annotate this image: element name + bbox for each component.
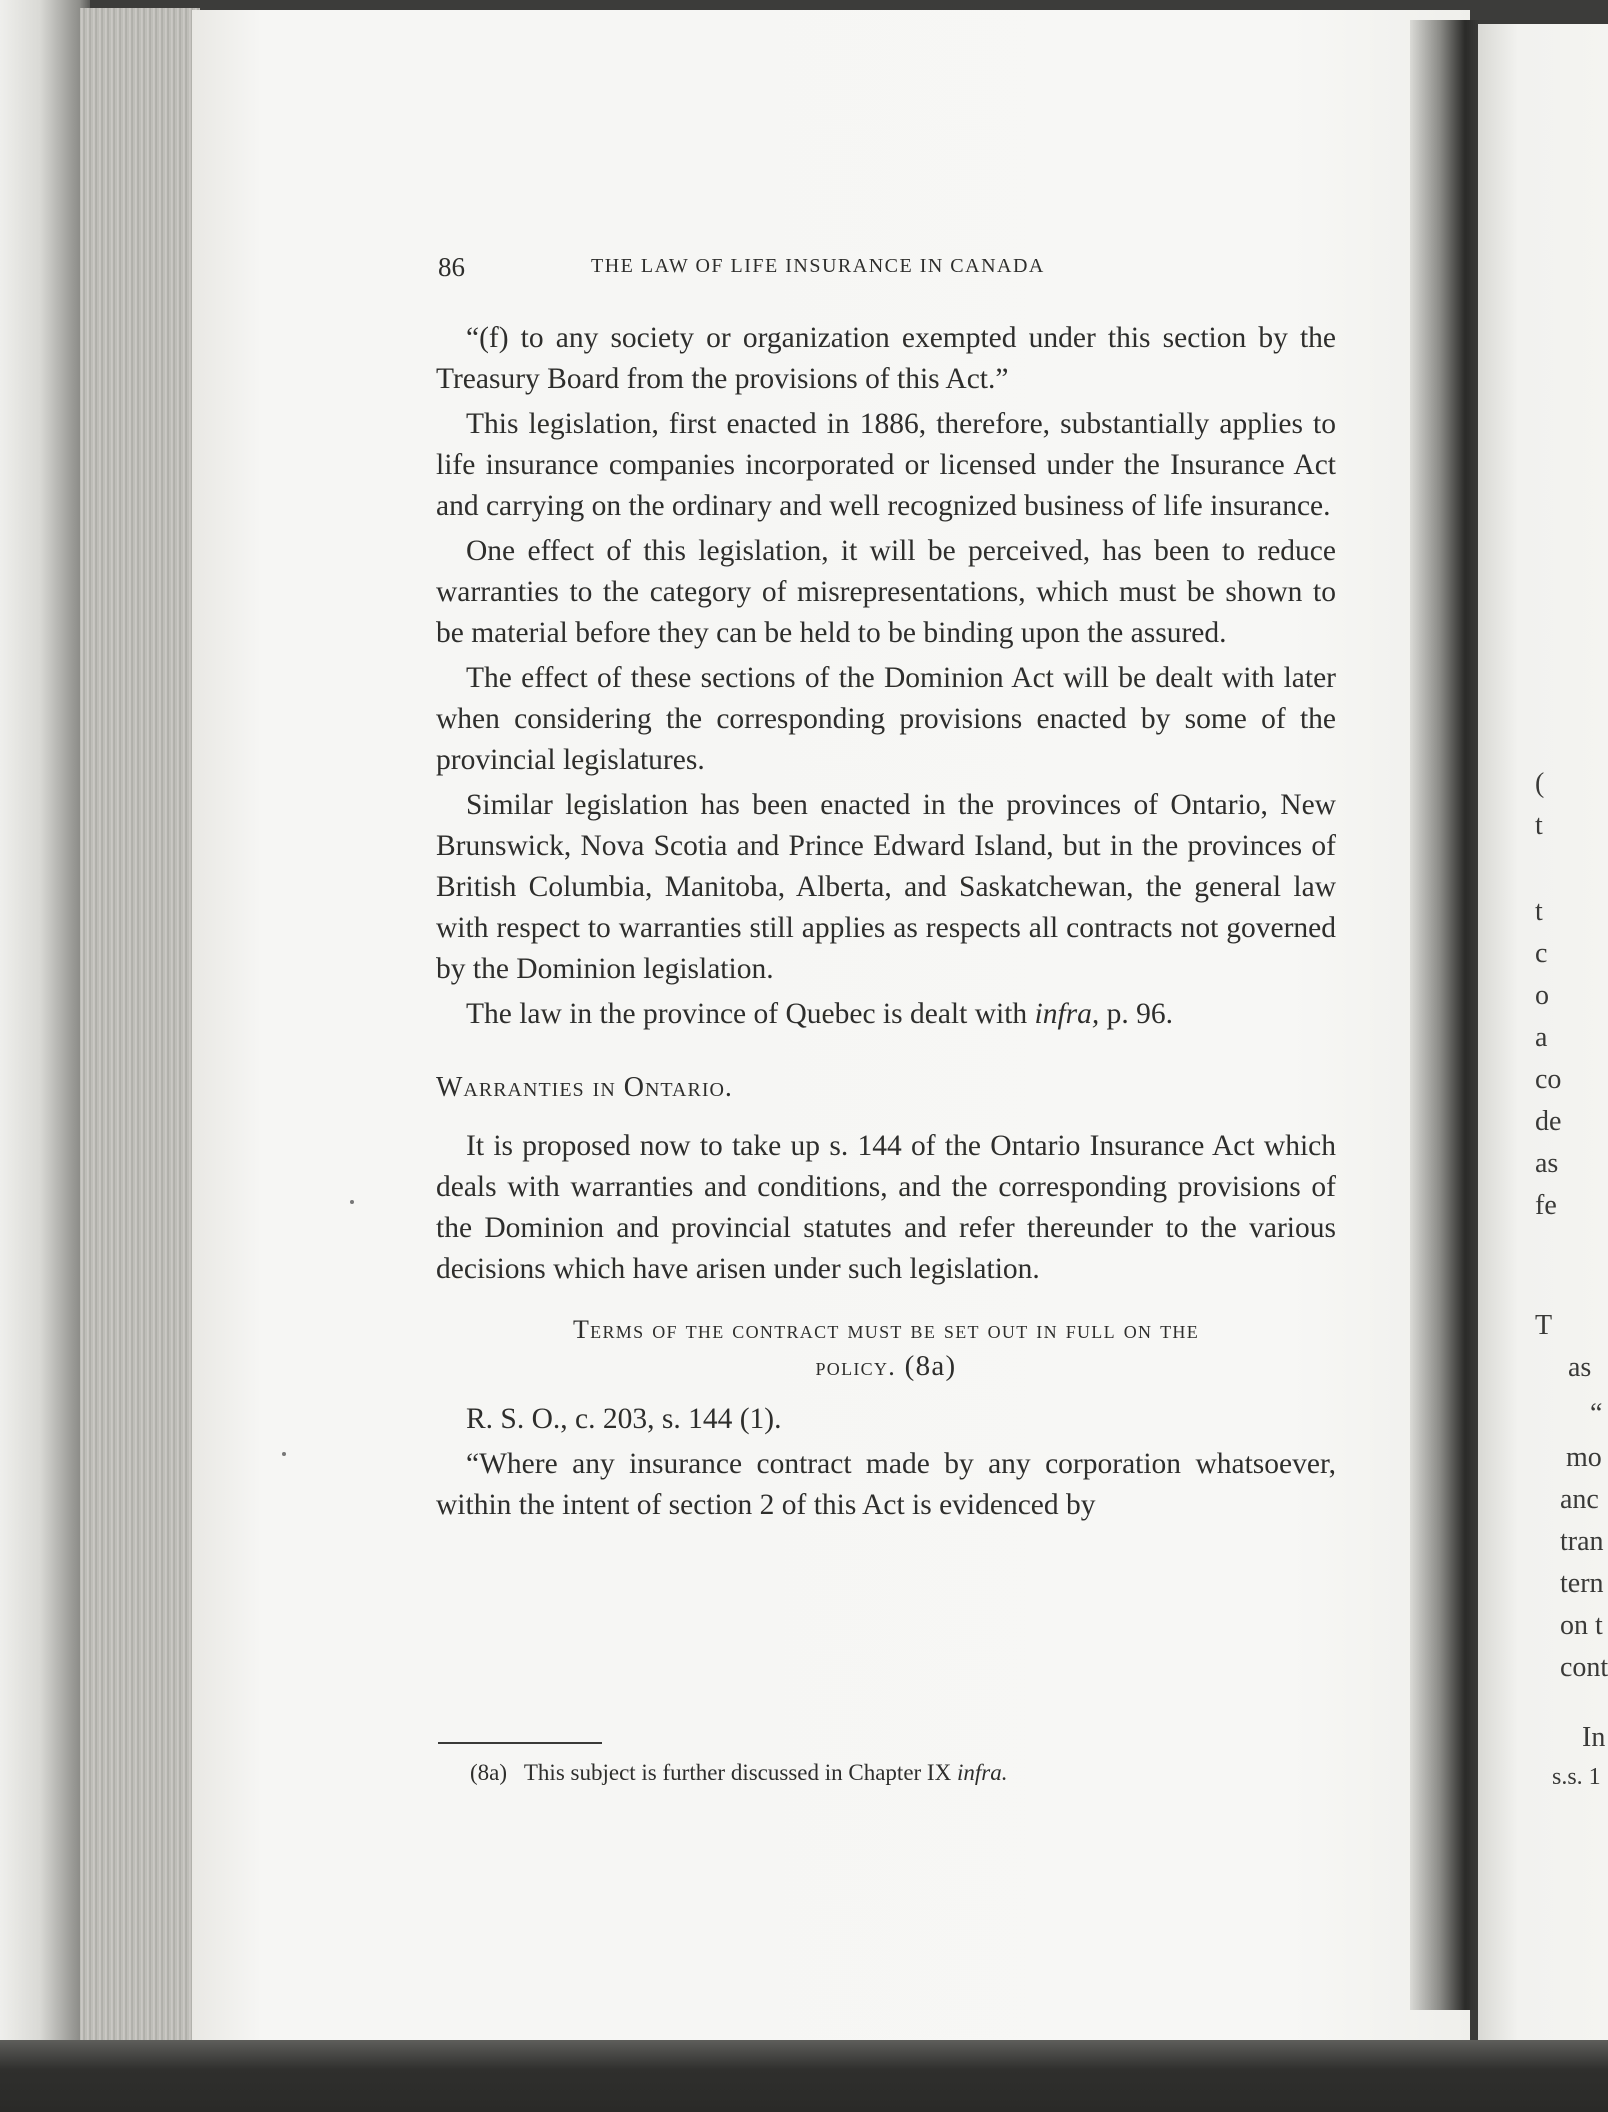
footnote-marker: (8a) <box>896 1350 957 1382</box>
right-page-fragment: t <box>1535 896 1543 927</box>
paragraph: Similar legislation has been enacted in the provinces of Ontario, New Brunswick, Nova Scotia and Prince Edward Island, but in the provinces of British Columbia, Manitoba, Alberta, and Saskatchewan, the general law with respect to warranties still applies as respects all contracts not governed by the Dominion legislation. <box>436 789 1336 985</box>
section-heading: Warranties in Ontario. <box>436 1072 733 1103</box>
right-page-fragment: s.s. 1 <box>1552 1764 1601 1790</box>
quoted-clause-f: “(f) to any society or organization exempted under this section by the Treasury Board from the provisions of this Act.” <box>436 322 1336 395</box>
footnote-rule <box>438 1742 602 1744</box>
right-page-fragment: o <box>1535 980 1549 1011</box>
right-page-fragment: T <box>1535 1310 1553 1341</box>
footnote-italic: infra. <box>956 1760 1008 1785</box>
right-page-fragment: de <box>1535 1106 1562 1137</box>
page-number: 86 <box>438 252 465 282</box>
right-page-fragment: as <box>1568 1352 1592 1383</box>
subsection-heading <box>436 1312 1336 1385</box>
page-edges <box>80 8 200 2058</box>
right-page-fragment: as <box>1535 1148 1559 1179</box>
right-page-fragment: tern <box>1560 1568 1604 1599</box>
right-page-fragment: ( <box>1535 768 1545 799</box>
right-page-fragment: tran <box>1560 1526 1604 1557</box>
right-page-fragment: t <box>1535 810 1543 841</box>
right-page-fragment: c <box>1535 938 1548 969</box>
right-page-fragment: co <box>1535 1064 1562 1095</box>
background-left <box>0 0 90 2112</box>
right-page-fragment: on t <box>1560 1610 1603 1641</box>
right-page-fragment: a <box>1535 1022 1548 1053</box>
speck <box>350 1200 354 1204</box>
right-page-fragment: In <box>1582 1722 1606 1753</box>
body-text <box>436 318 1336 1526</box>
paragraph-quebec <box>436 994 1336 1035</box>
right-page-fragment: cont <box>1560 1652 1608 1683</box>
running-title: THE LAW OF LIFE INSURANCE IN CANADA <box>591 255 1045 277</box>
paragraph: It is proposed now to take up s. 144 of the Ontario Insurance Act which deals with warranties and conditions, and the corresponding provisions of the Dominion and provincial statutes and refer thereunder to the various decisions which have arisen under such legislation. <box>436 1130 1336 1285</box>
paragraph: One effect of this legislation, it will be perceived, has been to reduce warranties to the category of misrepresentations, which must be shown to be material before they can be held to be binding upon the assured. <box>436 535 1336 649</box>
speck <box>282 1452 286 1456</box>
right-page-fragment: anc <box>1560 1484 1599 1515</box>
paragraph-text: The law in the province of Quebec is dealt with <box>466 998 1035 1030</box>
book-gutter <box>1410 20 1480 2010</box>
paragraph: This legislation, first enacted in 1886, therefore, substantially applies to life insurance companies incorporated or licensed under the Insurance Act and carrying on the ordinary and well recognized business of life insurance. <box>436 408 1336 522</box>
subsection-heading-line2: policy. <box>815 1352 897 1381</box>
right-page-fragment: fe <box>1535 1190 1557 1221</box>
paragraph: The effect of these sections of the Dominion Act will be dealt with later when considering the corresponding provisions enacted by some of the provincial legislatures. <box>436 662 1336 776</box>
page-reference: p. 96. <box>1099 998 1174 1030</box>
subsection-heading-line1: Terms of the contract must be set out in full on the <box>573 1315 1199 1344</box>
statute-reference: R. S. O., c. 203, s. 144 (1). <box>466 1403 782 1435</box>
running-head <box>438 252 1338 292</box>
right-page-fragment: “ <box>1590 1398 1603 1429</box>
background-bottom <box>0 2040 1608 2112</box>
infra-italic: infra, <box>1034 998 1100 1030</box>
paragraph: “Where any insurance contract made by any corporation whatsoever, within the intent of section 2 of this Act is evidenced by <box>436 1448 1336 1521</box>
right-page-fragment: mo <box>1566 1442 1602 1473</box>
footnote-label: (8a) <box>470 1760 508 1785</box>
footnote-text: This subject is further discussed in Chapter IX <box>523 1760 957 1785</box>
footnote <box>470 1760 1007 1786</box>
